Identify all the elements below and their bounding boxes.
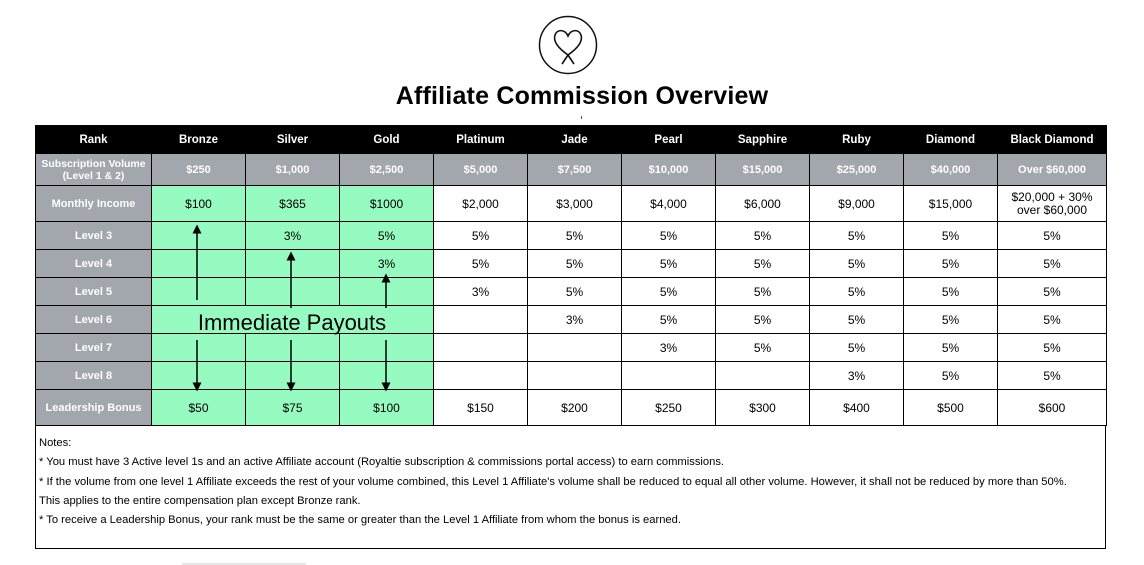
table-cell: 5% [810, 278, 904, 306]
table-cell: $600 [998, 390, 1107, 426]
table-cell: $50 [152, 390, 246, 426]
table-cell [716, 362, 810, 390]
table-cell: $15,000 [904, 186, 998, 222]
rank-ruby: Ruby [810, 126, 904, 154]
rank-black-diamond: Black Diamond [998, 126, 1107, 154]
table-cell: 3% [622, 334, 716, 362]
table-cell: 5% [904, 362, 998, 390]
level-7-label: Level 7 [36, 334, 152, 362]
rank-bronze: Bronze [152, 126, 246, 154]
rank-silver: Silver [246, 126, 340, 154]
rank-pearl: Pearl [622, 126, 716, 154]
table-cell: 3% [246, 222, 340, 250]
table-cell: $100 [152, 186, 246, 222]
table-cell [340, 362, 434, 390]
level-4-label: Level 4 [36, 250, 152, 278]
level-3-label: Level 3 [36, 222, 152, 250]
black-diamond-income-line2: over $60,000 [1016, 202, 1088, 217]
table-cell: 5% [998, 222, 1107, 250]
table-cell: $2,000 [434, 186, 528, 222]
table-cell [528, 362, 622, 390]
rank-platinum: Platinum [434, 126, 528, 154]
table-cell: $300 [716, 390, 810, 426]
page-title: Affiliate Commission Overview [395, 82, 769, 110]
rank-header-row [36, 126, 1107, 154]
table-cell: $7,500 [528, 154, 622, 186]
table-cell: 5% [716, 250, 810, 278]
table-cell [246, 278, 340, 306]
level-8-label: Level 8 [36, 362, 152, 390]
commission-table [35, 125, 1107, 426]
table-cell: 5% [904, 222, 998, 250]
monthly-income-row [36, 186, 1107, 222]
table-cell: $75 [246, 390, 340, 426]
level-8-row [36, 362, 1107, 390]
rank-gold: Gold [340, 126, 434, 154]
divider-mark [581, 116, 582, 119]
table-cell: 5% [716, 306, 810, 334]
table-cell: $400 [810, 390, 904, 426]
table-cell [246, 250, 340, 278]
monthly-income-label: Monthly Income [36, 186, 152, 222]
table-cell: 5% [716, 278, 810, 306]
rank-sapphire: Sapphire [716, 126, 810, 154]
table-cell: $40,000 [904, 154, 998, 186]
table-cell: 5% [434, 222, 528, 250]
table-cell: 5% [622, 222, 716, 250]
table-cell: $1000 [340, 186, 434, 222]
table-cell: $2,500 [340, 154, 434, 186]
table-cell [622, 362, 716, 390]
table-cell: 3% [810, 362, 904, 390]
table-cell [528, 334, 622, 362]
subscription-label-line1: Subscription Volume [41, 157, 146, 170]
table-cell [152, 250, 246, 278]
table-cell: 3% [434, 278, 528, 306]
table-cell: $6,000 [716, 186, 810, 222]
note-line: * You must have 3 Active level 1s and an active Affiliate account (Royaltie subscription & commissions portal access) to earn commissions. [39, 456, 725, 469]
level-6-label: Level 6 [36, 306, 152, 334]
table-cell: 5% [434, 250, 528, 278]
table-cell: $200 [528, 390, 622, 426]
table-cell: 5% [904, 306, 998, 334]
table-cell: $25,000 [810, 154, 904, 186]
table-cell: $1,000 [246, 154, 340, 186]
table-cell [246, 362, 340, 390]
table-cell: 5% [528, 222, 622, 250]
table-cell [434, 334, 528, 362]
table-cell: 5% [622, 278, 716, 306]
table-cell: $15,000 [716, 154, 810, 186]
table-cell: $365 [246, 186, 340, 222]
table-cell: 5% [904, 250, 998, 278]
table-cell: $9,000 [810, 186, 904, 222]
level-5-label: Level 5 [36, 278, 152, 306]
level-7-row [36, 334, 1107, 362]
table-cell: 5% [810, 306, 904, 334]
table-cell: 5% [998, 306, 1107, 334]
table-cell: 5% [904, 334, 998, 362]
note-line: This applies to the entire compensation plan except Bronze rank. [39, 494, 361, 507]
table-cell: 5% [904, 278, 998, 306]
rank-jade: Jade [528, 126, 622, 154]
table-cell: $3,000 [528, 186, 622, 222]
table-cell: 5% [810, 250, 904, 278]
level-5-row [36, 278, 1107, 306]
table-cell: 5% [716, 334, 810, 362]
table-cell: $4,000 [622, 186, 716, 222]
table-cell: 5% [998, 250, 1107, 278]
table-cell: 3% [528, 306, 622, 334]
table-cell: 5% [998, 278, 1107, 306]
note-line: * If the volume from one level 1 Affiliate exceeds the rest of your volume combined, this Level 1 Affiliate's volume shall be reduced to equal all other volume. However, it shall not be reduced by more than 50%. [39, 475, 1067, 488]
leadership-bonus-label: Leadership Bonus [36, 390, 152, 426]
table-cell: $150 [434, 390, 528, 426]
heart-ribbon-icon [538, 15, 598, 75]
table-cell: 5% [998, 334, 1107, 362]
table-cell: $500 [904, 390, 998, 426]
table-cell: $250 [152, 154, 246, 186]
table-cell: 5% [716, 222, 810, 250]
table-cell [152, 334, 246, 362]
table-cell [152, 222, 246, 250]
level-4-row [36, 250, 1107, 278]
table-cell: 5% [810, 222, 904, 250]
table-cell [152, 278, 246, 306]
table-cell [434, 306, 528, 334]
table-cell: $10,000 [622, 154, 716, 186]
subscription-volume-row [36, 154, 1107, 186]
table-cell: 5% [528, 278, 622, 306]
table-cell [434, 362, 528, 390]
rank-diamond: Diamond [904, 126, 998, 154]
table-cell [152, 362, 246, 390]
table-cell: 5% [810, 334, 904, 362]
notes-section [39, 434, 1101, 530]
table-cell [340, 334, 434, 362]
table-cell: 5% [340, 222, 434, 250]
immediate-payouts-label: Immediate Payouts [197, 310, 387, 335]
table-cell: $250 [622, 390, 716, 426]
subscription-label-line2: (Level 1 & 2) [62, 169, 125, 182]
table-cell: 5% [528, 250, 622, 278]
notes-heading: Notes: [39, 437, 72, 449]
table-cell: 5% [622, 250, 716, 278]
table-cell [340, 278, 434, 306]
rank-header-label: Rank [36, 126, 152, 154]
subscription-volume-label [36, 154, 152, 186]
table-cell [246, 334, 340, 362]
table-cell: 5% [998, 362, 1107, 390]
table-cell [998, 186, 1107, 222]
level-3-row [36, 222, 1107, 250]
leadership-bonus-row [36, 390, 1107, 426]
black-diamond-income-line1: $20,000 + 30% [1011, 189, 1093, 204]
table-cell: 3% [340, 250, 434, 278]
table-cell: $100 [340, 390, 434, 426]
table-cell: Over $60,000 [998, 154, 1107, 186]
note-line: * To receive a Leadership Bonus, your rank must be the same or greater than the Level 1 Affiliate from whom the bonus is earned. [39, 514, 681, 527]
table-cell: 5% [622, 306, 716, 334]
table-cell: $5,000 [434, 154, 528, 186]
